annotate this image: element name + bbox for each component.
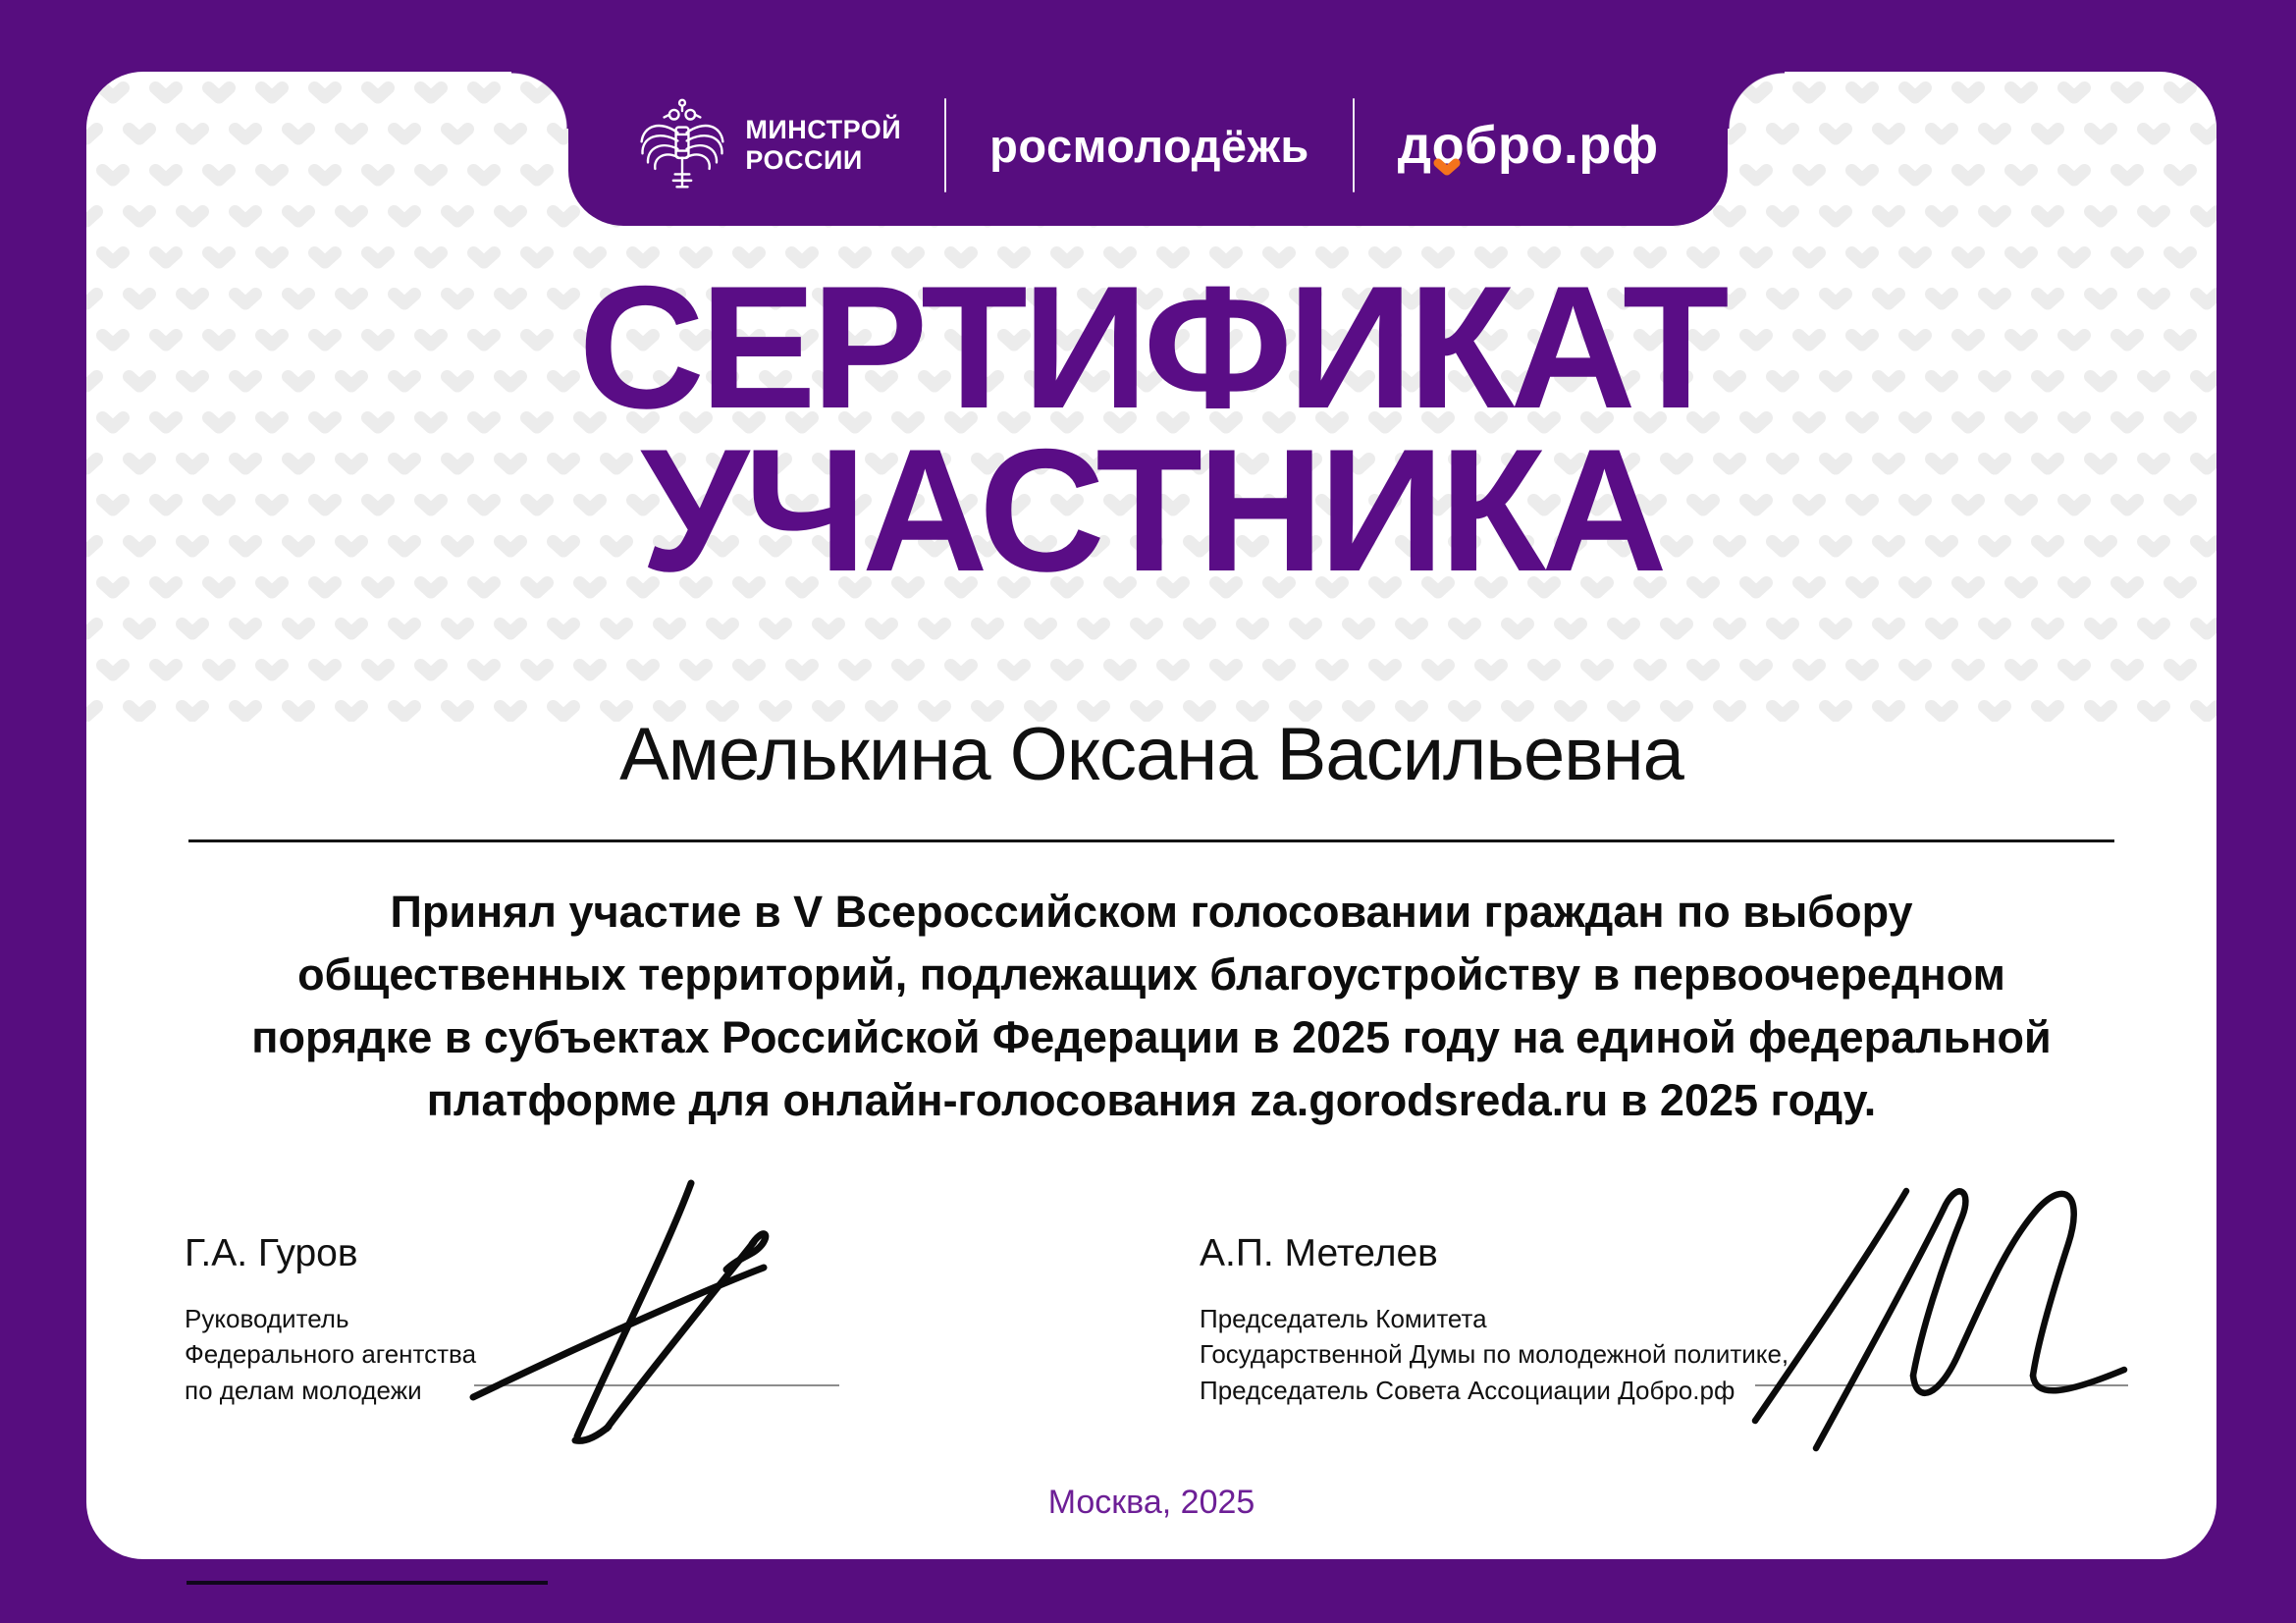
tab-fillet-right	[1728, 72, 1785, 129]
minstroy-eagle-icon	[637, 96, 727, 194]
signatory-left-role-line: по делам молодежи	[185, 1375, 422, 1405]
body-line: порядке в субъектах Российской Федерации в 2025 году на единой федеральной	[251, 1011, 2052, 1062]
certificate-title-line2: УЧАСТНИКА	[640, 411, 1663, 608]
dobro-text: добро.рф	[1397, 116, 1659, 175]
dobro-wordmark	[1398, 115, 1659, 176]
certificate-title	[86, 249, 2216, 608]
tab-fillet-left	[511, 72, 568, 129]
signatory-left-role-line: Федерального агентства	[185, 1339, 477, 1370]
signature-right-autograph	[1741, 1173, 2144, 1458]
bottom-border-line	[187, 1581, 548, 1585]
recipient-name: Амелькина Оксана Васильевна	[619, 713, 1683, 796]
logo-divider	[1353, 98, 1355, 192]
signatory-right-role-line: Государственной Думы по молодежной политике,	[1200, 1339, 1789, 1370]
signatory-right-role-line: Председатель Комитета	[1200, 1304, 1487, 1333]
signatory-left-name: Г.А. Гуров	[185, 1232, 358, 1274]
body-line: общественных территорий, подлежащих благоустройству в первоочередном	[297, 948, 2005, 1000]
signatory-right-name: А.П. Метелев	[1200, 1232, 1438, 1274]
certificate-title-line1: СЕРТИФИКАТ	[578, 249, 1725, 445]
certificate-body	[86, 881, 2216, 1132]
dobro-heart-icon	[1433, 158, 1461, 178]
recipient-name-underline	[188, 839, 2114, 842]
signatory-right-role-line: Председатель Совета Ассоциации Добро.рф	[1200, 1375, 1735, 1405]
minstroy-logo	[637, 96, 901, 194]
signatory-right-role	[1200, 1301, 1789, 1408]
body-line: платформе для онлайн-голосования za.gorodsreda.ru в 2025 году.	[426, 1074, 1877, 1125]
certificate-card	[86, 72, 2216, 1559]
signatory-left-role	[185, 1301, 476, 1408]
minstroy-line2: РОССИИ	[745, 145, 863, 175]
signatory-left-role-line: Руководитель	[185, 1304, 349, 1333]
logo-divider	[944, 98, 946, 192]
header-logo-tab	[568, 0, 1728, 226]
minstroy-wordmark	[745, 115, 901, 177]
body-line: Принял участие в V Всероссийском голосовании граждан по выбору	[390, 887, 1913, 937]
signature-left-autograph	[461, 1179, 805, 1446]
minstroy-line1: МИНСТРОЙ	[745, 114, 902, 144]
footer-location: Москва, 2025	[1047, 1484, 1255, 1521]
rosmolodezh-wordmark: росмолодёжь	[989, 119, 1309, 172]
